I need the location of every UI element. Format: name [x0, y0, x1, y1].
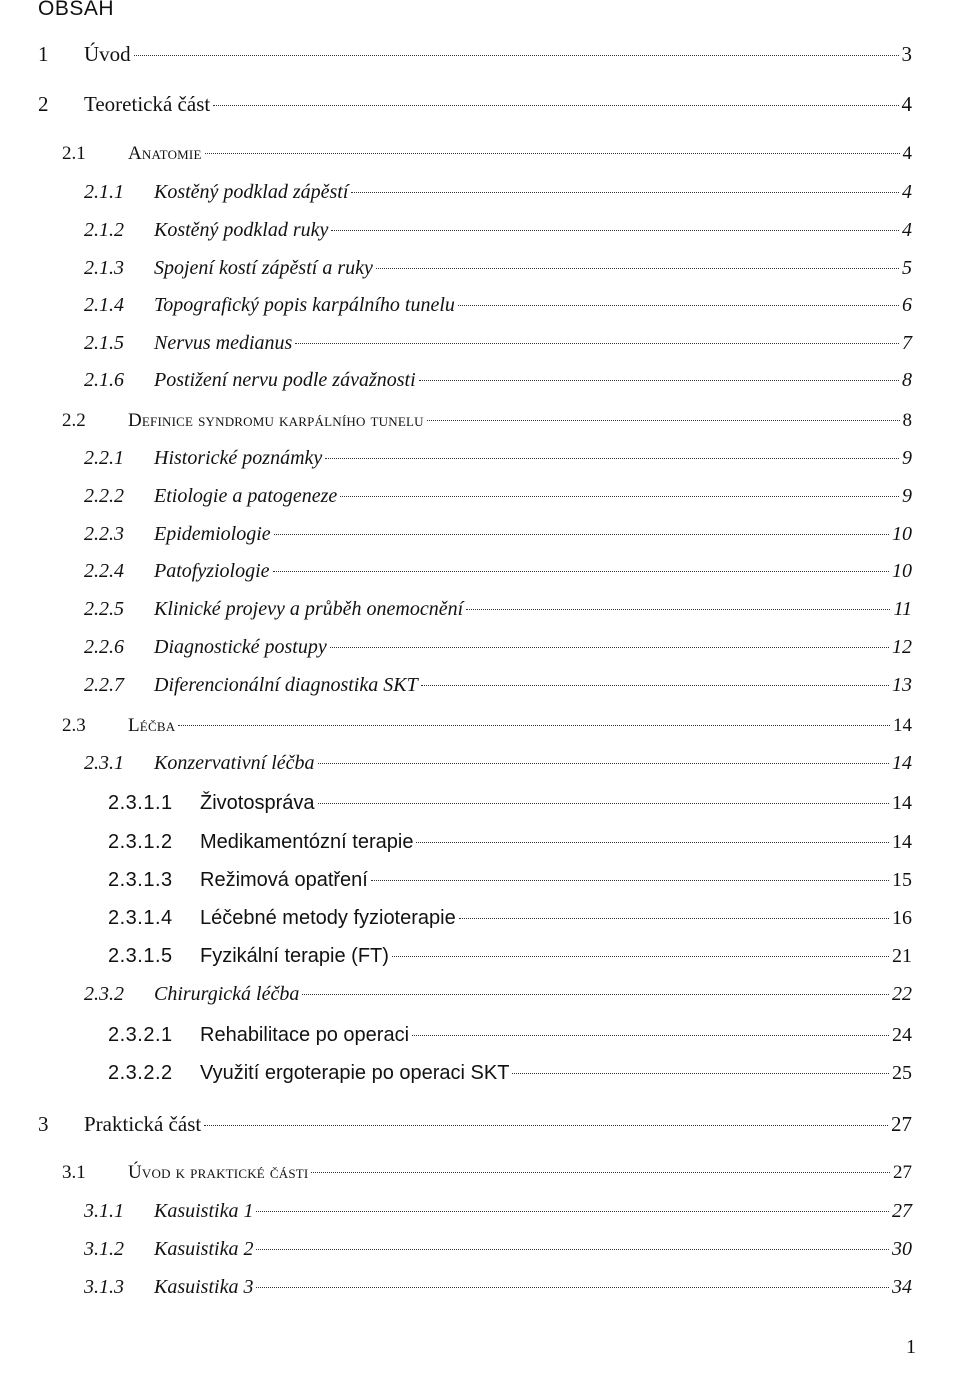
- toc-number: 2.1.5: [84, 332, 124, 354]
- toc-page: 4: [902, 219, 912, 241]
- toc-title: Režimová opatření: [200, 869, 368, 891]
- toc-number: 3: [38, 1112, 49, 1136]
- toc-page: 27: [893, 1162, 912, 1183]
- toc-leader: [325, 458, 899, 459]
- toc-number: 2.2.6: [84, 636, 124, 658]
- toc-page: 12: [892, 636, 912, 658]
- toc-entry[interactable]: [84, 598, 912, 628]
- toc-page: 8: [902, 369, 912, 391]
- toc-entry[interactable]: [108, 1024, 912, 1054]
- toc-leader: [340, 496, 899, 497]
- toc-title: Kostěný podklad ruky: [154, 219, 329, 241]
- toc-title: Kasuistika 2: [154, 1238, 254, 1260]
- toc-number: 2.2.4: [84, 560, 124, 582]
- toc-entry[interactable]: [84, 560, 912, 590]
- toc-leader: [371, 880, 889, 881]
- toc-leader: [466, 609, 890, 610]
- toc-leader: [256, 1287, 889, 1288]
- toc-leader: [427, 420, 900, 421]
- toc-title: Definice syndromu karpálního tunelu: [128, 410, 424, 431]
- toc-entry[interactable]: [84, 219, 912, 249]
- toc-title: Patofyziologie: [154, 560, 270, 582]
- toc-page: 34: [892, 1276, 912, 1298]
- toc-number: 2.3.1.1: [108, 792, 173, 814]
- toc-page: 10: [892, 523, 912, 545]
- toc-entry[interactable]: [38, 1112, 912, 1142]
- toc-page: 3: [901, 42, 912, 66]
- toc-leader: [318, 803, 890, 804]
- toc-entry[interactable]: [84, 294, 912, 324]
- toc-page: 15: [892, 869, 912, 891]
- page-number: 1: [906, 1336, 916, 1358]
- toc-number: 2.3.2.2: [108, 1062, 173, 1084]
- toc-number: 3.1.1: [84, 1200, 124, 1222]
- toc-title: Topografický popis karpálního tunelu: [154, 294, 455, 316]
- toc-number: 3.1.3: [84, 1276, 124, 1298]
- toc-entry[interactable]: [84, 983, 912, 1013]
- toc-number: 2.2.7: [84, 674, 124, 696]
- toc-title: Praktická část: [84, 1112, 202, 1136]
- toc-title: Medikamentózní terapie: [200, 831, 414, 853]
- toc-title: Úvod: [84, 42, 131, 66]
- toc-leader: [421, 685, 889, 686]
- toc-page: 30: [892, 1238, 912, 1260]
- toc-title: Kasuistika 3: [154, 1276, 254, 1298]
- toc-number: 3.1: [62, 1162, 86, 1183]
- toc-page: 9: [902, 447, 912, 469]
- toc-title: Historické poznámky: [154, 447, 323, 469]
- toc-leader: [392, 956, 889, 957]
- toc-page: 4: [902, 181, 912, 203]
- toc-number: 2.3: [62, 715, 86, 736]
- toc-number: 2.2.2: [84, 485, 124, 507]
- toc-number: 2.1.1: [84, 181, 124, 203]
- toc-leader: [256, 1211, 889, 1212]
- toc-entry[interactable]: [108, 792, 912, 822]
- toc-entry[interactable]: [62, 143, 912, 173]
- toc-leader: [273, 571, 889, 572]
- toc-leader: [419, 380, 899, 381]
- toc-leader: [178, 725, 890, 726]
- page-title: OBSAH: [38, 0, 115, 20]
- toc-leader: [256, 1249, 889, 1250]
- toc-page: 11: [893, 598, 912, 620]
- toc-leader: [274, 534, 889, 535]
- toc-title: Spojení kostí zápěstí a ruky: [154, 257, 373, 279]
- toc-title: Fyzikální terapie (FT): [200, 945, 389, 967]
- toc-title: Etiologie a patogeneze: [154, 485, 338, 507]
- toc-title: Kasuistika 1: [154, 1200, 254, 1222]
- toc-title: Nervus medianus: [154, 332, 293, 354]
- toc-entry[interactable]: [108, 945, 912, 975]
- toc-page: 8: [902, 410, 912, 431]
- toc-page: 22: [892, 983, 912, 1005]
- toc-entry[interactable]: [84, 257, 912, 287]
- toc-entry[interactable]: [84, 485, 912, 515]
- toc-entry[interactable]: [84, 636, 912, 666]
- toc-number: 2.1.2: [84, 219, 124, 241]
- toc-leader: [318, 763, 889, 764]
- toc-page: 9: [902, 485, 912, 507]
- toc-number: 2.3.1.5: [108, 945, 173, 967]
- toc-title: Chirurgická léčba: [154, 983, 300, 1005]
- toc-leader: [330, 647, 889, 648]
- toc-entry[interactable]: [84, 181, 912, 211]
- toc-title: Klinické projevy a průběh onemocnění: [154, 598, 464, 620]
- toc-title: Využití ergoterapie po operaci SKT: [200, 1062, 510, 1084]
- toc-entry[interactable]: [84, 1276, 912, 1306]
- toc-number: 2.1.3: [84, 257, 124, 279]
- toc-title: Léčebné metody fyzioterapie: [200, 907, 456, 929]
- toc-page: 10: [892, 560, 912, 582]
- toc-number: 2.3.1.2: [108, 831, 173, 853]
- toc-number: 2: [38, 92, 49, 116]
- toc-page: 27: [891, 1112, 912, 1136]
- toc-number: 2.2.3: [84, 523, 124, 545]
- toc-page: 16: [892, 907, 912, 929]
- toc-page: 24: [892, 1024, 912, 1046]
- toc-page: 14: [893, 715, 912, 736]
- toc-leader: [412, 1035, 889, 1036]
- toc-page: 14: [892, 831, 912, 853]
- toc-page: 7: [902, 332, 912, 354]
- toc-leader: [311, 1172, 890, 1173]
- toc-page: 5: [902, 257, 912, 279]
- toc-entry[interactable]: [84, 523, 912, 553]
- toc-number: 3.1.2: [84, 1238, 124, 1260]
- toc-entry[interactable]: [38, 92, 912, 122]
- toc-number: 1: [38, 42, 49, 66]
- toc-entry[interactable]: [84, 752, 912, 782]
- toc-leader: [416, 842, 889, 843]
- toc-page: 27: [892, 1200, 912, 1222]
- toc-entry[interactable]: [84, 332, 912, 362]
- toc-leader: [302, 994, 889, 995]
- toc-number: 2.2.5: [84, 598, 124, 620]
- toc-title: Postižení nervu podle závažnosti: [154, 369, 416, 391]
- toc-title: Léčba: [128, 715, 176, 736]
- toc-title: Epidemiologie: [154, 523, 271, 545]
- toc-number: 2.3.1.4: [108, 907, 173, 929]
- toc-entry[interactable]: [62, 1162, 912, 1192]
- toc-entry[interactable]: [38, 42, 912, 72]
- toc-leader: [376, 268, 899, 269]
- toc-leader: [459, 918, 889, 919]
- toc-title: Diagnostické postupy: [154, 636, 327, 658]
- toc-number: 2.3.1: [84, 752, 124, 774]
- toc-number: 2.1.6: [84, 369, 124, 391]
- toc-leader: [512, 1073, 889, 1074]
- toc-number: 2.3.2.1: [108, 1024, 173, 1046]
- toc-page: 13: [892, 674, 912, 696]
- toc-entry[interactable]: [62, 410, 912, 440]
- toc-title: Rehabilitace po operaci: [200, 1024, 410, 1046]
- toc-entry[interactable]: [84, 674, 912, 704]
- toc-leader: [295, 343, 899, 344]
- toc-leader: [351, 192, 899, 193]
- toc-page: 25: [892, 1062, 912, 1084]
- toc-title: Životospráva: [200, 792, 315, 814]
- toc-page: 4: [901, 92, 912, 116]
- toc-number: 2.2: [62, 410, 86, 431]
- toc-number: 2.1: [62, 143, 86, 164]
- toc-page: 4: [902, 143, 912, 164]
- toc-leader: [134, 55, 899, 56]
- toc-page: 21: [892, 945, 912, 967]
- toc-leader: [213, 105, 898, 106]
- toc-title: Diferencionální diagnostika SKT: [154, 674, 418, 696]
- toc-entry[interactable]: [84, 1200, 912, 1230]
- toc-title: Teoretická část: [84, 92, 211, 116]
- toc-entry[interactable]: [108, 1062, 912, 1092]
- toc-number: 2.2.1: [84, 447, 124, 469]
- toc-page: 6: [902, 294, 912, 316]
- toc-title: Kostěný podklad zápěstí: [154, 181, 349, 203]
- toc-entry[interactable]: [108, 831, 912, 861]
- toc-leader: [205, 153, 900, 154]
- toc-title: Anatomie: [128, 143, 202, 164]
- toc-leader: [204, 1125, 888, 1126]
- toc-entry[interactable]: [108, 907, 912, 937]
- toc-entry[interactable]: [84, 1238, 912, 1268]
- toc-number: 2.3.1.3: [108, 869, 173, 891]
- toc-title: Úvod k praktické části: [128, 1162, 309, 1183]
- toc-page: 14: [892, 752, 912, 774]
- toc-number: 2.3.2: [84, 983, 124, 1005]
- toc-leader: [458, 305, 899, 306]
- toc-entry[interactable]: [62, 715, 912, 745]
- toc-entry[interactable]: [84, 447, 912, 477]
- toc-entry[interactable]: [108, 869, 912, 899]
- toc-leader: [331, 230, 899, 231]
- toc-number: 2.1.4: [84, 294, 124, 316]
- toc-title: Konzervativní léčba: [154, 752, 315, 774]
- toc-entry[interactable]: [84, 369, 912, 399]
- toc-page: 14: [892, 792, 912, 814]
